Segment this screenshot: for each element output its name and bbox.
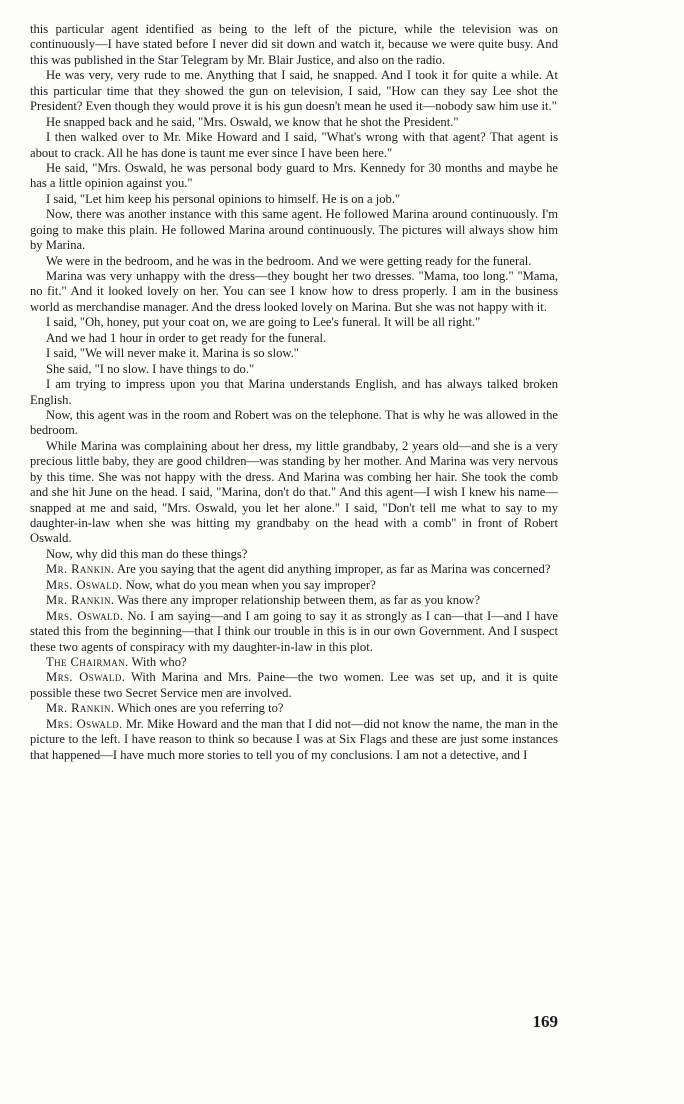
paragraph: [30, 269, 558, 315]
paragraph-text: I said, "We will never make it. Marina is so slow.": [46, 346, 299, 361]
page-number: 169: [532, 1012, 558, 1031]
speaker-name: Mrs. Oswald.: [46, 608, 124, 623]
speaker-name: Mr. Rankin.: [46, 701, 115, 716]
paragraph-text: this particular agent identified as being to the left of the picture, while the television was on continuously—I have stated before I never did sit down and watch it, because we were quite busy. And this was published in the Star Telegram by Mr. Blair Justice, and also on the radio.: [30, 22, 558, 67]
paragraph-text: With Marina and Mrs. Paine—the two women. Lee was set up, and it is quite possible these two Secret Service men are involved.: [30, 670, 558, 700]
paragraph: [30, 315, 558, 330]
paragraph-text: Now, what do you mean when you say improper?: [125, 577, 376, 592]
paragraph-text: While Marina was complaining about her dress, my little grandbaby, 2 years old—and she is a very precious little baby, they are good children—was standing by her mother. And Marina was very nervous by this time. She was not happy with the dress. And Marina was combing her hair. She took the comb and she hit June on the head. I said, "Marina, don't do that." And this agent—I wish I knew his name—snapped at me and said, "Mrs. Oswald, you let her alone." I said, "Don't tell me what to say to my daughter-in-law when she was hitting my grandbaby on the head with a comb" in front of Robert Oswald.: [30, 438, 558, 546]
speaker-name: The Chairman.: [46, 654, 129, 669]
paragraph: [30, 68, 558, 114]
paragraph: [30, 717, 558, 763]
paragraph-text: No. I am saying—and I am going to say it as strongly as I can—that I—and I have stated this from the beginning—that I think our trouble in this is in our own Government. And I suspect these two agents of conspiracy with my daughter-in-law in this plot.: [30, 608, 559, 654]
paragraph-text: Mr. Mike Howard and the man that I did not—did not know the name, the man in the picture to the left. I have reason to think so because I was at Six Flags and these are just some instances that happened—I have much more stories to tell you of my conclusions. I am not a detective, and I: [30, 716, 559, 762]
paragraph: [30, 408, 558, 439]
paragraph-text: With who?: [131, 654, 187, 669]
paragraph: [30, 346, 558, 361]
paragraph-text: Was there any improper relationship between them, as far as you know?: [117, 593, 481, 608]
speaker-name: Mr. Rankin.: [46, 562, 115, 577]
paragraph-text: Now, this agent was in the room and Robert was on the telephone. That is why he was allowed in the bedroom.: [30, 407, 558, 438]
paragraph: [30, 655, 558, 670]
paragraph: [30, 192, 558, 207]
paragraph-text: She said, "I no slow. I have things to do.": [46, 361, 255, 376]
paragraph-text: He said, "Mrs. Oswald, he was personal body guard to Mrs. Kennedy for 30 months and maybe he has a little opinion against you.": [30, 160, 558, 191]
paragraph: [30, 593, 558, 608]
testimony-text: [30, 22, 558, 763]
paragraph-text: And we had 1 hour in order to get ready for the funeral.: [46, 330, 327, 345]
paragraph-text: Are you saying that the agent did anything improper, as far as Marina was concerned?: [116, 562, 551, 577]
paragraph: [30, 362, 558, 377]
paragraph-text: Which ones are you referring to?: [117, 701, 284, 716]
paragraph-text: I said, "Let him keep his personal opinions to himself. He is on a job.": [46, 191, 401, 206]
paragraph-text: We were in the bedroom, and he was in the bedroom. And we were getting ready for the funeral.: [46, 253, 532, 268]
paragraph: [30, 578, 558, 593]
paragraph: [30, 115, 558, 130]
paragraph: [30, 670, 558, 701]
paragraph-text: Now, there was another instance with this same agent. He followed Marina around continuously. I'm going to make this plain. He followed Marina around continuously. The pictures will always show him by Marina.: [30, 207, 558, 253]
paragraph: [30, 562, 558, 577]
paragraph-text: I am trying to impress upon you that Marina understands English, and has always talked broken English.: [30, 377, 558, 407]
paragraph: [30, 254, 558, 269]
speaker-name: Mrs. Oswald.: [46, 716, 123, 731]
paragraph: [30, 547, 558, 562]
paragraph-text: Marina was very unhappy with the dress—they bought her two dresses. "Mama, too long." "Mama, no fit." And it looked lovely on her. You can see I know how to dress properly. I am in the business world as merchandise manager. And the dress looked lovely on Marina. But she was not happy with it.: [30, 269, 558, 314]
paragraph: [30, 22, 558, 68]
paragraph-text: I then walked over to Mr. Mike Howard and I said, "What's wrong with that agent? That agent is about to crack. All he has done is taunt me ever since I have been here.": [30, 130, 558, 160]
paragraph-text: I said, "Oh, honey, put your coat on, we are going to Lee's funeral. It will be all right.": [46, 315, 481, 330]
speaker-name: Mrs. Oswald.: [46, 577, 123, 592]
paragraph: [30, 130, 558, 161]
paragraph: [30, 439, 558, 547]
paragraph: [30, 377, 558, 408]
speaker-name: Mrs. Oswald.: [46, 670, 126, 685]
paragraph: [30, 331, 558, 346]
paragraph-text: Now, why did this man do these things?: [46, 546, 248, 561]
paragraph: [30, 609, 558, 655]
paragraph: [30, 161, 558, 192]
paragraph-text: He snapped back and he said, "Mrs. Oswald, we know that he shot the President.": [46, 114, 459, 129]
paragraph-text: He was very, very rude to me. Anything that I said, he snapped. And I took it for quite a while. At this particular time that they showed the gun on television, I said, "How can they say Lee shot the President? Even though they would prove it is his gun doesn't mean he used it—nobody saw him use it.": [30, 68, 558, 114]
speaker-name: Mr. Rankin.: [46, 593, 115, 608]
paragraph: [30, 701, 558, 716]
paragraph: [30, 207, 558, 253]
